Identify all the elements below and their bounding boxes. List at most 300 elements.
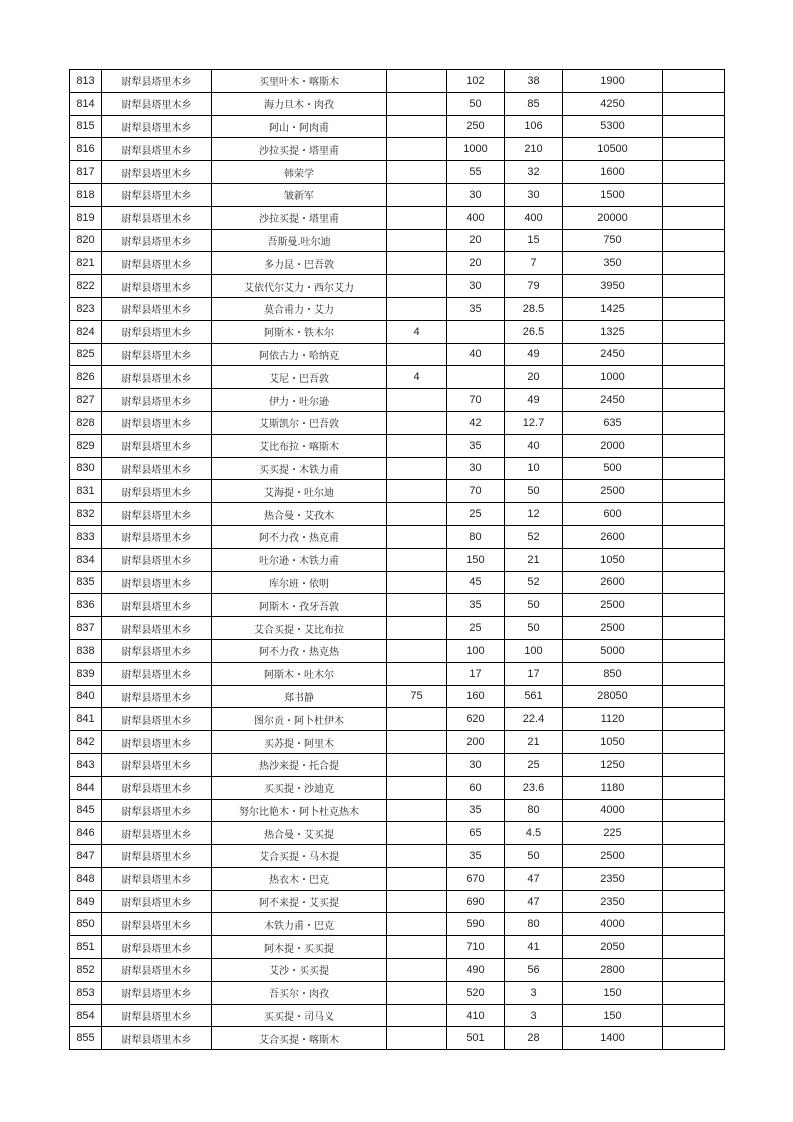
table-row	[70, 571, 725, 594]
township-cell: 尉犁县塔里木乡	[102, 662, 212, 685]
remark-cell	[663, 548, 725, 571]
row-number: 838	[70, 639, 102, 662]
area-b-cell: 35	[447, 434, 505, 457]
township-cell: 尉犁县塔里木乡	[102, 206, 212, 229]
name-cell: 阿木提・买买提	[212, 936, 387, 959]
row-number: 855	[70, 1027, 102, 1050]
area-a-cell: 4	[387, 320, 447, 343]
area-b-cell: 100	[447, 639, 505, 662]
area-a-cell	[387, 206, 447, 229]
area-a-cell	[387, 799, 447, 822]
row-number: 823	[70, 297, 102, 320]
quantity-cell: 50	[505, 845, 563, 868]
quantity-cell: 52	[505, 525, 563, 548]
remark-cell	[663, 571, 725, 594]
remark-cell	[663, 822, 725, 845]
remark-cell	[663, 183, 725, 206]
row-number: 813	[70, 70, 102, 93]
remark-cell	[663, 389, 725, 412]
area-b-cell: 102	[447, 70, 505, 93]
table-row	[70, 685, 725, 708]
township-cell: 尉犁县塔里木乡	[102, 617, 212, 640]
row-number: 830	[70, 457, 102, 480]
table-row	[70, 366, 725, 389]
amount-cell: 850	[563, 662, 663, 685]
quantity-cell: 15	[505, 229, 563, 252]
table-row	[70, 799, 725, 822]
row-number: 853	[70, 981, 102, 1004]
remark-cell	[663, 981, 725, 1004]
area-a-cell	[387, 822, 447, 845]
row-number: 840	[70, 685, 102, 708]
table-row	[70, 1027, 725, 1050]
remark-cell	[663, 320, 725, 343]
table-row	[70, 936, 725, 959]
township-cell: 尉犁县塔里木乡	[102, 913, 212, 936]
amount-cell: 2350	[563, 867, 663, 890]
area-b-cell: 200	[447, 731, 505, 754]
name-cell: 热沙来提・托合提	[212, 753, 387, 776]
table-row	[70, 867, 725, 890]
quantity-cell: 100	[505, 639, 563, 662]
row-number: 833	[70, 525, 102, 548]
area-b-cell	[447, 320, 505, 343]
name-cell: 买买提・司马义	[212, 1004, 387, 1027]
area-a-cell	[387, 867, 447, 890]
table-row	[70, 708, 725, 731]
quantity-cell: 28	[505, 1027, 563, 1050]
row-number: 843	[70, 753, 102, 776]
amount-cell: 600	[563, 503, 663, 526]
row-number: 832	[70, 503, 102, 526]
area-a-cell	[387, 480, 447, 503]
area-b-cell: 70	[447, 389, 505, 412]
amount-cell: 1900	[563, 70, 663, 93]
quantity-cell: 210	[505, 138, 563, 161]
name-cell: 艾比布拉・喀斯木	[212, 434, 387, 457]
table-row	[70, 845, 725, 868]
amount-cell: 4250	[563, 92, 663, 115]
row-number: 829	[70, 434, 102, 457]
area-b-cell: 1000	[447, 138, 505, 161]
table-row	[70, 115, 725, 138]
area-a-cell	[387, 936, 447, 959]
area-a-cell	[387, 639, 447, 662]
row-number: 851	[70, 936, 102, 959]
area-b-cell: 670	[447, 867, 505, 890]
name-cell: 艾斯凯尔・巴吾敦	[212, 411, 387, 434]
township-cell: 尉犁县塔里木乡	[102, 639, 212, 662]
row-number: 839	[70, 662, 102, 685]
data-table	[69, 69, 725, 1050]
row-number: 816	[70, 138, 102, 161]
row-number: 850	[70, 913, 102, 936]
amount-cell: 150	[563, 1004, 663, 1027]
remark-cell	[663, 206, 725, 229]
remark-cell	[663, 366, 725, 389]
table-row	[70, 389, 725, 412]
area-a-cell	[387, 252, 447, 275]
area-a-cell	[387, 662, 447, 685]
remark-cell	[663, 890, 725, 913]
table-row	[70, 776, 725, 799]
area-b-cell: 30	[447, 753, 505, 776]
name-cell: 艾合买提・喀斯木	[212, 1027, 387, 1050]
area-a-cell	[387, 138, 447, 161]
amount-cell: 2800	[563, 959, 663, 982]
row-number: 815	[70, 115, 102, 138]
name-cell: 多力昆・巴吾敦	[212, 252, 387, 275]
name-cell: 沙拉买提・塔里甫	[212, 206, 387, 229]
table-row	[70, 525, 725, 548]
table-row	[70, 639, 725, 662]
row-number: 827	[70, 389, 102, 412]
amount-cell: 1120	[563, 708, 663, 731]
area-b-cell: 20	[447, 252, 505, 275]
quantity-cell: 50	[505, 594, 563, 617]
remark-cell	[663, 525, 725, 548]
row-number: 836	[70, 594, 102, 617]
table-row	[70, 411, 725, 434]
row-number: 819	[70, 206, 102, 229]
table-body	[70, 70, 725, 1050]
table-row	[70, 548, 725, 571]
township-cell: 尉犁县塔里木乡	[102, 320, 212, 343]
name-cell: 阿山・阿肉甫	[212, 115, 387, 138]
amount-cell: 225	[563, 822, 663, 845]
name-cell: 阿不来提・艾买提	[212, 890, 387, 913]
township-cell: 尉犁县塔里木乡	[102, 115, 212, 138]
row-number: 848	[70, 867, 102, 890]
area-a-cell	[387, 343, 447, 366]
row-number: 837	[70, 617, 102, 640]
quantity-cell: 40	[505, 434, 563, 457]
name-cell: 沙拉买提・塔里甫	[212, 138, 387, 161]
table-row	[70, 161, 725, 184]
table-row	[70, 457, 725, 480]
amount-cell: 3950	[563, 275, 663, 298]
amount-cell: 4000	[563, 913, 663, 936]
name-cell: 艾沙・买买提	[212, 959, 387, 982]
remark-cell	[663, 753, 725, 776]
remark-cell	[663, 936, 725, 959]
township-cell: 尉犁县塔里木乡	[102, 685, 212, 708]
township-cell: 尉犁县塔里木乡	[102, 70, 212, 93]
amount-cell: 1425	[563, 297, 663, 320]
name-cell: 阿斯木・铁木尔	[212, 320, 387, 343]
name-cell: 吾斯曼.吐尔迪	[212, 229, 387, 252]
name-cell: 郑书静	[212, 685, 387, 708]
remark-cell	[663, 708, 725, 731]
table-row	[70, 252, 725, 275]
area-b-cell: 35	[447, 845, 505, 868]
township-cell: 尉犁县塔里木乡	[102, 1004, 212, 1027]
area-b-cell: 80	[447, 525, 505, 548]
quantity-cell: 30	[505, 183, 563, 206]
quantity-cell: 106	[505, 115, 563, 138]
table-row	[70, 617, 725, 640]
table-row	[70, 594, 725, 617]
township-cell: 尉犁县塔里木乡	[102, 731, 212, 754]
area-b-cell: 35	[447, 594, 505, 617]
name-cell: 艾尼・巴吾敦	[212, 366, 387, 389]
township-cell: 尉犁县塔里木乡	[102, 434, 212, 457]
table-row	[70, 731, 725, 754]
quantity-cell: 56	[505, 959, 563, 982]
table-row	[70, 183, 725, 206]
quantity-cell: 21	[505, 731, 563, 754]
name-cell: 买买提・沙迪克	[212, 776, 387, 799]
row-number: 822	[70, 275, 102, 298]
row-number: 847	[70, 845, 102, 868]
area-a-cell	[387, 617, 447, 640]
row-number: 834	[70, 548, 102, 571]
row-number: 814	[70, 92, 102, 115]
table-row	[70, 890, 725, 913]
township-cell: 尉犁县塔里木乡	[102, 845, 212, 868]
quantity-cell: 85	[505, 92, 563, 115]
name-cell: 木铁力甫・巴克	[212, 913, 387, 936]
table-row	[70, 1004, 725, 1027]
area-b-cell: 40	[447, 343, 505, 366]
area-a-cell	[387, 548, 447, 571]
remark-cell	[663, 662, 725, 685]
name-cell: 买里叶木・喀斯木	[212, 70, 387, 93]
township-cell: 尉犁县塔里木乡	[102, 708, 212, 731]
quantity-cell: 25	[505, 753, 563, 776]
amount-cell: 1500	[563, 183, 663, 206]
area-b-cell: 45	[447, 571, 505, 594]
township-cell: 尉犁县塔里木乡	[102, 1027, 212, 1050]
remark-cell	[663, 252, 725, 275]
township-cell: 尉犁县塔里木乡	[102, 936, 212, 959]
name-cell: 海力旦木・肉孜	[212, 92, 387, 115]
row-number: 820	[70, 229, 102, 252]
quantity-cell: 17	[505, 662, 563, 685]
area-a-cell	[387, 161, 447, 184]
table-row	[70, 753, 725, 776]
table-row	[70, 92, 725, 115]
township-cell: 尉犁县塔里木乡	[102, 343, 212, 366]
township-cell: 尉犁县塔里木乡	[102, 183, 212, 206]
name-cell: 买苏提・阿里木	[212, 731, 387, 754]
area-b-cell: 17	[447, 662, 505, 685]
quantity-cell: 21	[505, 548, 563, 571]
remark-cell	[663, 70, 725, 93]
amount-cell: 1325	[563, 320, 663, 343]
amount-cell: 1050	[563, 548, 663, 571]
name-cell: 艾海提・吐尔迪	[212, 480, 387, 503]
area-a-cell	[387, 731, 447, 754]
area-b-cell: 60	[447, 776, 505, 799]
remark-cell	[663, 92, 725, 115]
township-cell: 尉犁县塔里木乡	[102, 92, 212, 115]
table-row	[70, 480, 725, 503]
remark-cell	[663, 845, 725, 868]
amount-cell: 2500	[563, 594, 663, 617]
quantity-cell: 7	[505, 252, 563, 275]
area-b-cell: 150	[447, 548, 505, 571]
quantity-cell: 23.6	[505, 776, 563, 799]
area-a-cell	[387, 571, 447, 594]
remark-cell	[663, 115, 725, 138]
amount-cell: 350	[563, 252, 663, 275]
remark-cell	[663, 617, 725, 640]
remark-cell	[663, 229, 725, 252]
area-a-cell	[387, 776, 447, 799]
remark-cell	[663, 1027, 725, 1050]
amount-cell: 1180	[563, 776, 663, 799]
row-number: 844	[70, 776, 102, 799]
table-row	[70, 959, 725, 982]
remark-cell	[663, 685, 725, 708]
township-cell: 尉犁县塔里木乡	[102, 753, 212, 776]
area-a-cell: 4	[387, 366, 447, 389]
name-cell: 韩荣学	[212, 161, 387, 184]
area-a-cell	[387, 434, 447, 457]
area-a-cell	[387, 913, 447, 936]
area-a-cell	[387, 981, 447, 1004]
row-number: 849	[70, 890, 102, 913]
name-cell: 阿依古力・哈纳克	[212, 343, 387, 366]
row-number: 831	[70, 480, 102, 503]
row-number: 818	[70, 183, 102, 206]
quantity-cell: 10	[505, 457, 563, 480]
area-a-cell	[387, 389, 447, 412]
row-number: 826	[70, 366, 102, 389]
township-cell: 尉犁县塔里木乡	[102, 297, 212, 320]
area-b-cell: 30	[447, 457, 505, 480]
amount-cell: 2050	[563, 936, 663, 959]
amount-cell: 2500	[563, 480, 663, 503]
amount-cell: 1000	[563, 366, 663, 389]
remark-cell	[663, 1004, 725, 1027]
quantity-cell: 47	[505, 867, 563, 890]
table-row	[70, 662, 725, 685]
remark-cell	[663, 457, 725, 480]
amount-cell: 10500	[563, 138, 663, 161]
amount-cell: 2500	[563, 617, 663, 640]
quantity-cell: 52	[505, 571, 563, 594]
remark-cell	[663, 297, 725, 320]
name-cell: 努尔比艳木・阿卜杜克热木	[212, 799, 387, 822]
remark-cell	[663, 343, 725, 366]
table-row	[70, 229, 725, 252]
quantity-cell: 22.4	[505, 708, 563, 731]
township-cell: 尉犁县塔里木乡	[102, 389, 212, 412]
name-cell: 吐尔逊・木铁力甫	[212, 548, 387, 571]
name-cell: 买买提・木铁力甫	[212, 457, 387, 480]
area-b-cell: 25	[447, 617, 505, 640]
row-number: 852	[70, 959, 102, 982]
name-cell: 莫合甫力・艾力	[212, 297, 387, 320]
name-cell: 伊力・吐尔逊	[212, 389, 387, 412]
area-b-cell: 400	[447, 206, 505, 229]
name-cell: 艾合买提・艾比布拉	[212, 617, 387, 640]
remark-cell	[663, 867, 725, 890]
amount-cell: 5000	[563, 639, 663, 662]
area-a-cell	[387, 959, 447, 982]
quantity-cell: 3	[505, 981, 563, 1004]
name-cell: 热合曼・艾买提	[212, 822, 387, 845]
name-cell: 阿斯木・吐木尔	[212, 662, 387, 685]
quantity-cell: 79	[505, 275, 563, 298]
name-cell: 阿不力孜・热克热	[212, 639, 387, 662]
quantity-cell: 28.5	[505, 297, 563, 320]
area-a-cell	[387, 753, 447, 776]
area-b-cell: 70	[447, 480, 505, 503]
area-a-cell	[387, 411, 447, 434]
row-number: 828	[70, 411, 102, 434]
area-a-cell	[387, 845, 447, 868]
quantity-cell: 49	[505, 343, 563, 366]
area-b-cell: 35	[447, 799, 505, 822]
row-number: 817	[70, 161, 102, 184]
remark-cell	[663, 799, 725, 822]
remark-cell	[663, 411, 725, 434]
township-cell: 尉犁县塔里木乡	[102, 252, 212, 275]
area-b-cell: 410	[447, 1004, 505, 1027]
quantity-cell: 3	[505, 1004, 563, 1027]
remark-cell	[663, 503, 725, 526]
row-number: 842	[70, 731, 102, 754]
township-cell: 尉犁县塔里木乡	[102, 890, 212, 913]
amount-cell: 635	[563, 411, 663, 434]
quantity-cell: 80	[505, 799, 563, 822]
quantity-cell: 32	[505, 161, 563, 184]
area-a-cell	[387, 503, 447, 526]
quantity-cell: 26.5	[505, 320, 563, 343]
area-b-cell: 20	[447, 229, 505, 252]
area-a-cell	[387, 115, 447, 138]
area-a-cell	[387, 1027, 447, 1050]
remark-cell	[663, 594, 725, 617]
amount-cell: 1600	[563, 161, 663, 184]
township-cell: 尉犁县塔里木乡	[102, 594, 212, 617]
township-cell: 尉犁县塔里木乡	[102, 503, 212, 526]
area-b-cell: 690	[447, 890, 505, 913]
quantity-cell: 12.7	[505, 411, 563, 434]
row-number: 846	[70, 822, 102, 845]
area-a-cell	[387, 525, 447, 548]
area-b-cell: 65	[447, 822, 505, 845]
row-number: 835	[70, 571, 102, 594]
remark-cell	[663, 434, 725, 457]
area-a-cell	[387, 92, 447, 115]
area-b-cell: 160	[447, 685, 505, 708]
area-a-cell	[387, 457, 447, 480]
table-row	[70, 275, 725, 298]
amount-cell: 2600	[563, 571, 663, 594]
table-row	[70, 913, 725, 936]
area-b-cell: 30	[447, 275, 505, 298]
township-cell: 尉犁县塔里木乡	[102, 161, 212, 184]
area-a-cell	[387, 890, 447, 913]
remark-cell	[663, 138, 725, 161]
area-b-cell: 30	[447, 183, 505, 206]
area-b-cell: 710	[447, 936, 505, 959]
row-number: 821	[70, 252, 102, 275]
township-cell: 尉犁县塔里木乡	[102, 275, 212, 298]
amount-cell: 2000	[563, 434, 663, 457]
quantity-cell: 400	[505, 206, 563, 229]
row-number: 854	[70, 1004, 102, 1027]
remark-cell	[663, 275, 725, 298]
amount-cell: 1050	[563, 731, 663, 754]
amount-cell: 2450	[563, 389, 663, 412]
area-b-cell: 42	[447, 411, 505, 434]
quantity-cell: 4.5	[505, 822, 563, 845]
